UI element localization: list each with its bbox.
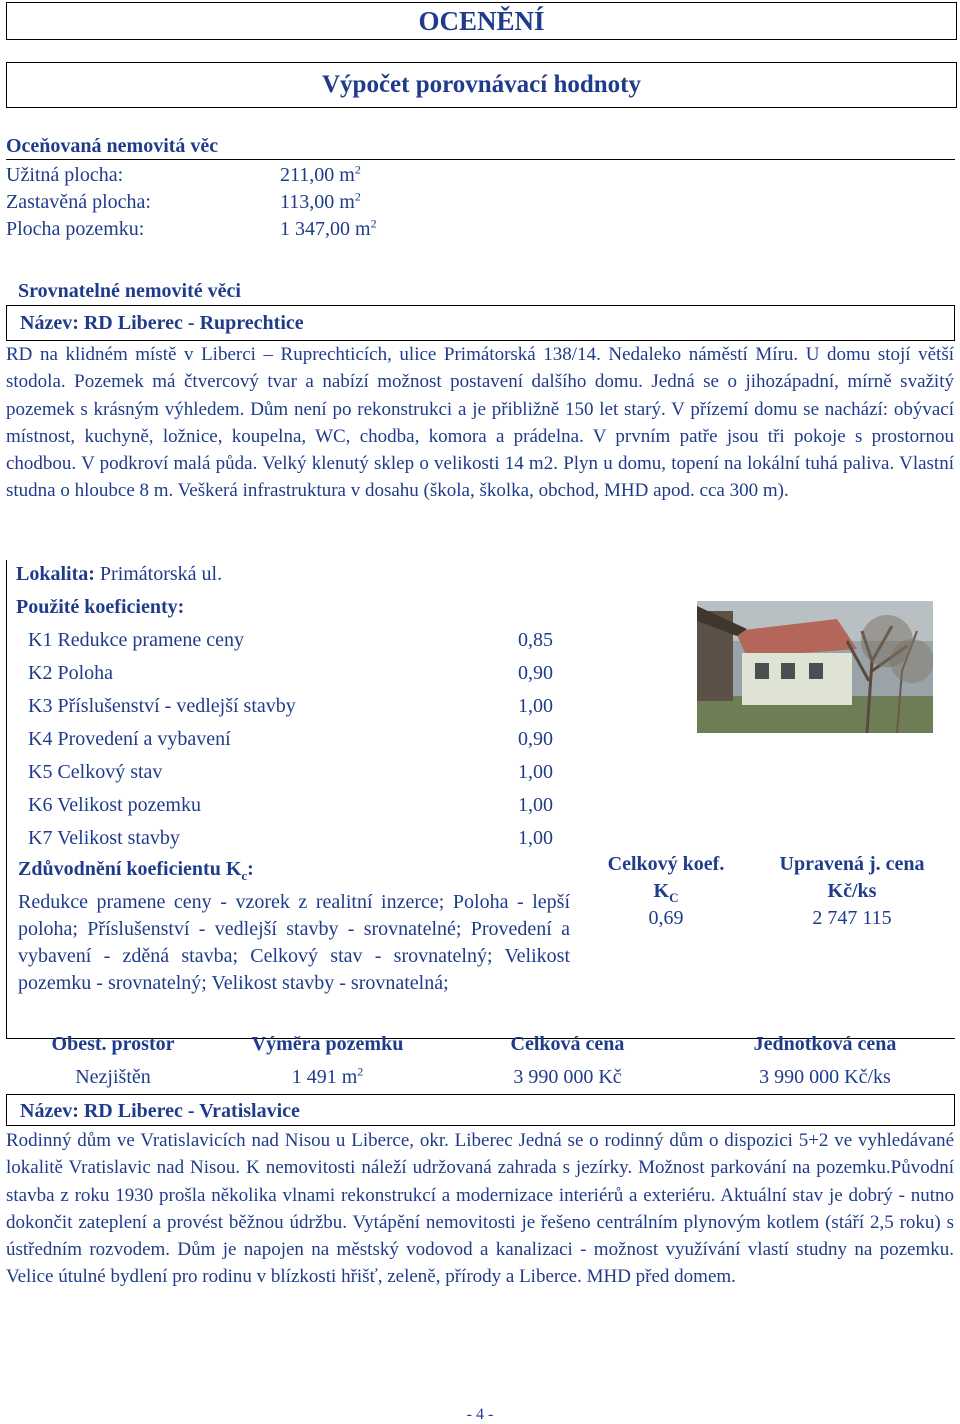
comparable2-name-box [6,1094,955,1126]
coefficients-heading: Použité koeficienty: [16,596,185,618]
coefficient-row: K5 Celkový stav 1,00 [28,761,553,783]
table-value-space: Nezjištěn [75,1066,151,1088]
comparables-heading: Srovnatelné nemovité věci [18,280,241,302]
comparable1-name-box [6,305,955,341]
subject-value-built-area: 113,00 $m^2$ [280,189,361,213]
comparable2-description: Rodinný dům ve Vratislavicích nad Nisou u Liberce, okr. Liberec Jedná se o rodinný dům o dispozici 5+2 ve vyhledávané lokalitě Vratislavic nad Nisou. K nemovitosti náleží udržovaná zahrada s jezírky. Možnost parkování na pozemku.Původní stavba z roku 1930 prošla několika vlnami rekonstrukcí a modernizace interiérů a exteriéru. Aktuální stav je dobrý - nutno dokončit zateplení a provést běžnou údržbu. Vytápění nemovitosti je řešeno centrálním plynovým kotlem (stáří 2,5 roku) s ústředním rozvodem. Dům je napojen na městský vodovod a kanalizaci - možnost využívání vlastí studny na pozemku. Velice útulné bydlení pro rodinu v blízkosti hřišť, zeleně, přírody a Liberce. MHD před domem. [6,1130,954,1288]
subject-heading-rule [6,159,955,160]
subject-label-land-area: Plocha pozemku: [6,218,145,240]
page-number: - 4 - [466,1406,494,1423]
table-value-land: 1 491 $m^2$ [291,1064,364,1088]
comparable1-name: Název: RD Liberec - Ruprechtice [20,312,304,334]
coefficient-row: K7 Velikost stavby 1,00 [28,827,553,849]
house-photo-icon [697,601,933,733]
adjusted-price-unit: Kč/ks [827,880,877,902]
coefficient-row: K1 Redukce pramene ceny 0,85 [28,629,553,651]
subject-label-built-area: Zastavěná plocha: [6,191,151,213]
table-header-total: Celková cena [510,1033,625,1055]
subject-value-usable-area: 211,00 $m^2$ [280,162,361,186]
total-coef-value: 0,69 [648,907,684,929]
table-value-total: 3 990 000 Kč [513,1066,622,1088]
adjusted-price-value: 2 747 115 [812,907,892,929]
table-header-land: Výměra pozemku [251,1033,404,1055]
subject-value-land-area: 1 347,00 $m^2$ [280,216,377,240]
document-title: OCENĚNÍ [6,2,957,40]
section-title: Výpočet porovnávací hodnoty [6,62,957,108]
house-photo [697,601,933,733]
total-coef-label: Celkový koef. [607,853,725,875]
subject-label-usable-area: Užitná plocha: [6,164,124,186]
coefficient-row: K2 Poloha 0,90 [28,662,553,684]
table-header-space: Obest. prostor [51,1033,175,1055]
total-coef-symbol: $K_C$ [653,880,679,905]
table-header-unit: Jednotková cena [753,1033,897,1055]
coefficient-row: K4 Provedení a vybavení 0,90 [28,728,553,750]
justification-heading: Zdůvodnění koeficientu $K_c$: [18,858,254,883]
table-value-unit: 3 990 000 Kč/ks [759,1066,891,1088]
adjusted-price-label: Upravená j. cena [779,853,925,875]
comparable1-description: RD na klidném místě v Liberci – Ruprechticích, ulice Primátorská 138/14. Nedaleko náměstí Míru. U domu stojí větší stodola. Pozemek má čtvercový tvar a nabízí možnost postavení dalšího domu. Jedná se o jihozápadní, mírně svažitý pozemek s krásným výhledem. Dům není po rekonstrukci a je přibližně 150 let starý. V přízemí domu se nachází: obývací místnost, kuchyně, ložnice, koupelna, WC, chodba, komora a prádelna. V prvním patře jsou tři pokoje s prostornou chodbou. V podkroví malá půda. Velký klenutý sklep o velikosti 14 m2. Plyn u domu, topení na lokální tuhá paliva. Vlastní studna o hloubce 8 m. Veškerá infrastruktura v dosahu (škola, školka, obchod, MHD apod. cca 300 m). [6,344,954,502]
coefficient-row: K3 Příslušenství - vedlejší stavby 1,00 [28,695,553,717]
comparable1-locality: Lokalita: Primátorská ul. [16,563,223,585]
coefficient-row: K6 Velikost pozemku 1,00 [28,794,553,816]
subject-heading: Oceňovaná nemovitá věc [6,135,219,157]
justification-text: Redukce pramene ceny - vzorek z realitní inzerce; Poloha - lepší poloha; Příslušenství - vedlejší stavby - srovnatelné; Provedení a vybavení - zděná stavba; Celkový stav - srovnatelný; Velikost pozemku - srovnatelný; Velikost stavby - srovnatelná; [18,891,570,994]
comparable2-name: Název: RD Liberec - Vratislavice [20,1100,300,1122]
